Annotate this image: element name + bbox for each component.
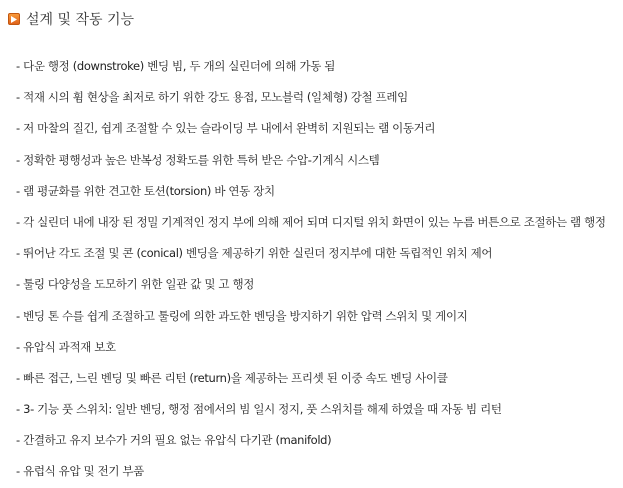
list-item: - 적재 시의 휨 현상을 최저로 하기 위한 강도 용접, 모노블럭 (일체형) 강철 프레임 bbox=[16, 90, 408, 105]
list-item: - 램 평균화를 위한 견고한 토션(torsion) 바 연동 장치 bbox=[16, 183, 275, 198]
list-item: - 다운 행정 (downstroke) 벤딩 빔, 두 개의 실린더에 의해 가동 됨 bbox=[16, 59, 336, 73]
list-item: - 정확한 평행성과 높은 반복성 정확도를 위한 특허 받은 수압-기계식 시스템 bbox=[16, 152, 380, 167]
section-title: 설계 및 작동 기능 bbox=[26, 12, 135, 28]
feature-list bbox=[16, 51, 606, 488]
list-item: - 유압식 과적재 보호 bbox=[16, 339, 116, 354]
play-arrow-icon bbox=[8, 13, 20, 25]
list-item: - 유럽식 유압 및 전기 부품 bbox=[16, 464, 144, 479]
list-item: - 빠른 접근, 느린 벤딩 및 빠른 리턴 (return)을 제공하는 프리셋 된 이중 속도 벤딩 사이클 bbox=[16, 370, 448, 385]
section-header bbox=[8, 10, 134, 28]
list-item: - 뛰어난 각도 조절 및 콘 (conical) 벤딩을 제공하기 위한 실린더 정지부에 대한 독립적인 위치 제어 bbox=[16, 246, 493, 261]
list-item: - 3- 기능 풋 스위치: 일반 벤딩, 행정 점에서의 빔 일시 정지, 풋 스위치를 해제 하였을 때 자동 빔 리턴 bbox=[16, 402, 502, 417]
list-item: - 툴링 다양성을 도모하기 위한 일관 값 및 고 행정 bbox=[16, 277, 254, 292]
list-item: - 각 실린더 내에 내장 된 정밀 기계적인 정지 부에 의해 제어 되며 디지털 위치 화면이 있는 누름 버튼으로 조절하는 램 행정 bbox=[16, 214, 606, 229]
list-item: - 벤딩 톤 수를 쉽게 조절하고 툴링에 의한 과도한 벤딩을 방지하기 위한 압력 스위치 및 게이지 bbox=[16, 308, 468, 323]
list-item: - 저 마찰의 질긴, 쉽게 조절할 수 있는 슬라이딩 부 내에서 완벽히 지원되는 램 이동거리 bbox=[16, 121, 436, 136]
list-item: - 간결하고 유지 보수가 거의 필요 없는 유압식 다기관 (manifold) bbox=[16, 433, 332, 448]
